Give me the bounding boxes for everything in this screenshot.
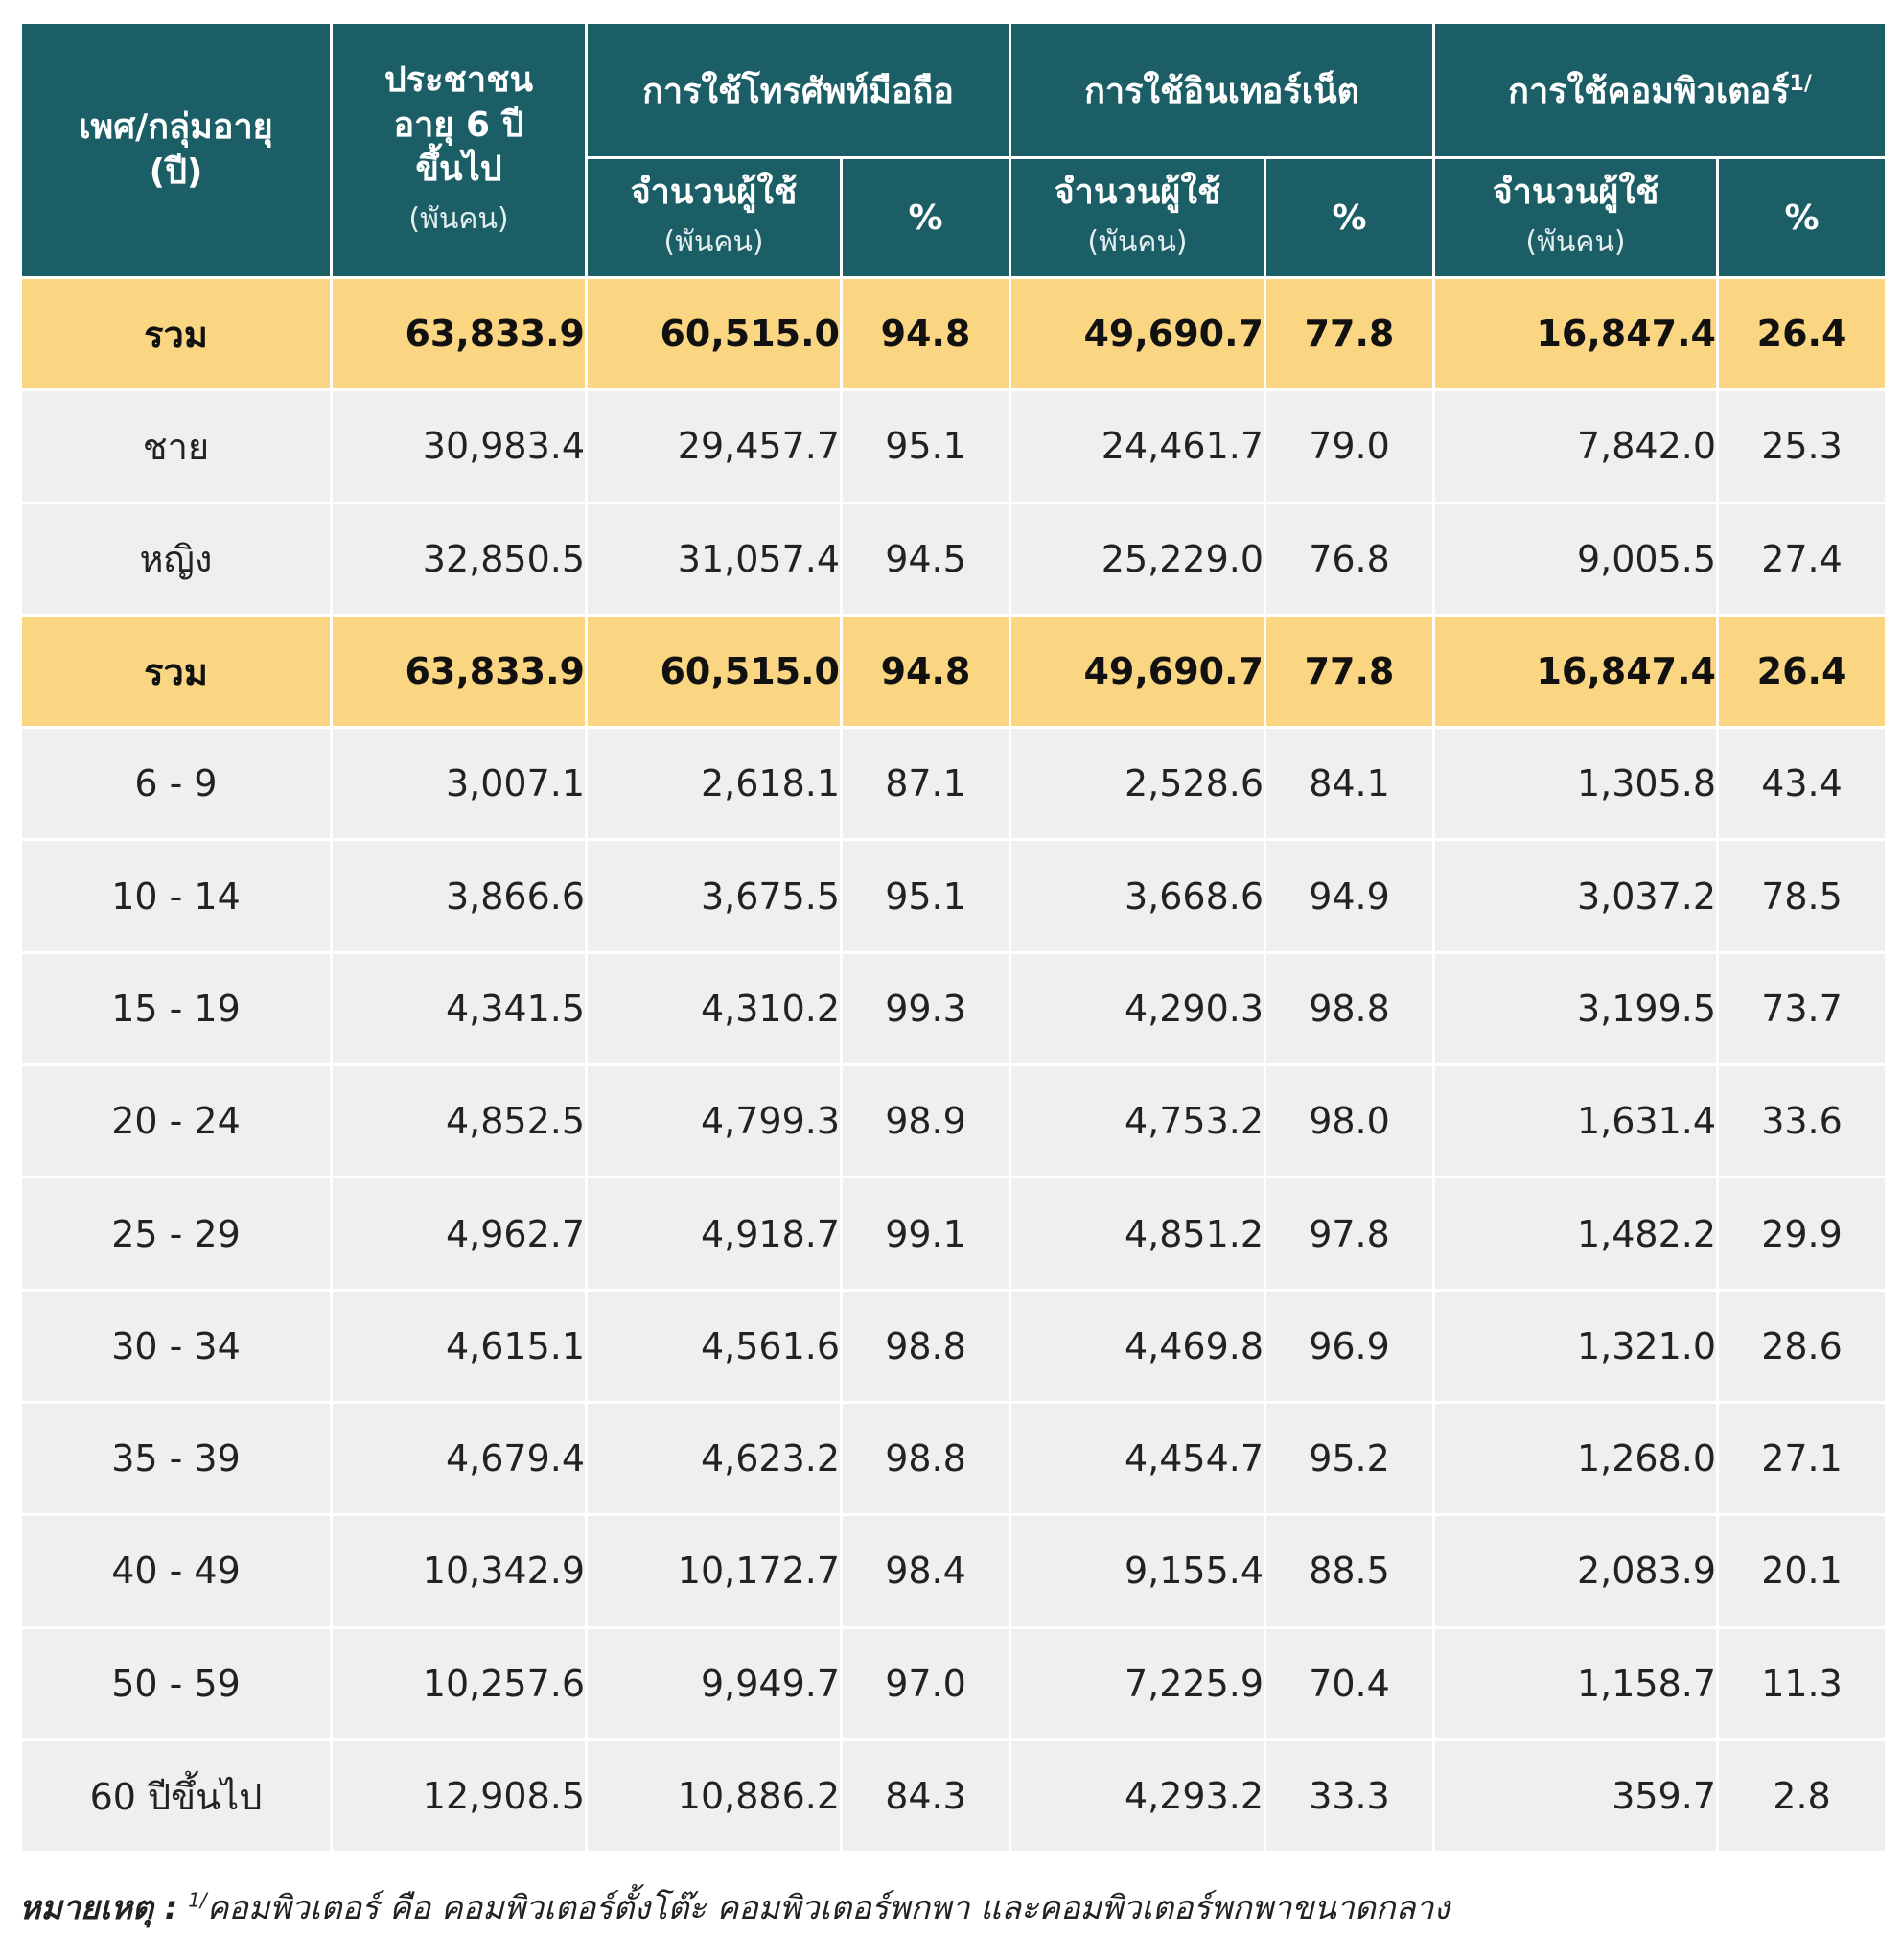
computer-users-cell: 2,083.9 <box>1434 1515 1718 1627</box>
computer-users-cell: 16,847.4 <box>1434 278 1718 390</box>
computer-users-cell: 359.7 <box>1434 1739 1718 1852</box>
mobile-users-cell: 60,515.0 <box>587 615 842 727</box>
population-cell: 63,833.9 <box>332 615 587 727</box>
internet-pct-cell: 98.0 <box>1265 1065 1434 1178</box>
internet-users-cell: 49,690.7 <box>1010 278 1265 390</box>
footnote-label: หมายเหตุ : <box>19 1889 178 1927</box>
computer-users-cell: 3,037.2 <box>1434 840 1718 952</box>
row-label: หญิง <box>21 502 332 615</box>
mobile-users-cell: 10,172.7 <box>587 1515 842 1627</box>
computer-pct-cell: 11.3 <box>1718 1627 1887 1739</box>
internet-users-cell: 2,528.6 <box>1010 728 1265 840</box>
mobile-pct-cell: 98.9 <box>842 1065 1010 1178</box>
internet-pct-cell: 96.9 <box>1265 1290 1434 1402</box>
table-row <box>21 390 1887 502</box>
header-mobile-users <box>587 158 842 278</box>
mobile-pct-cell: 95.1 <box>842 390 1010 502</box>
internet-pct-cell: 97.8 <box>1265 1178 1434 1290</box>
header-mobile: การใช้โทรศัพท์มือถือ <box>587 23 1010 158</box>
population-cell: 4,341.5 <box>332 952 587 1064</box>
internet-users-cell: 4,851.2 <box>1010 1178 1265 1290</box>
mobile-users-cell: 9,949.7 <box>587 1627 842 1739</box>
internet-pct-cell: 88.5 <box>1265 1515 1434 1627</box>
row-label: รวม <box>21 615 332 727</box>
mobile-pct-cell: 98.8 <box>842 1402 1010 1514</box>
total-row <box>21 615 1887 727</box>
internet-users-cell: 9,155.4 <box>1010 1515 1265 1627</box>
header-group-line2: (ปี) <box>149 152 203 192</box>
table-body <box>21 278 1887 1853</box>
mobile-pct-cell: 97.0 <box>842 1627 1010 1739</box>
table-row <box>21 1739 1887 1852</box>
header-users-label: จำนวนผู้ใช้ <box>1492 173 1659 213</box>
computer-users-cell: 1,305.8 <box>1434 728 1718 840</box>
population-cell: 3,007.1 <box>332 728 587 840</box>
internet-pct-cell: 95.2 <box>1265 1402 1434 1514</box>
population-cell: 3,866.6 <box>332 840 587 952</box>
table-row <box>21 1290 1887 1402</box>
table-row <box>21 1627 1887 1739</box>
computer-pct-cell: 28.6 <box>1718 1290 1887 1402</box>
mobile-pct-cell: 94.8 <box>842 278 1010 390</box>
mobile-users-cell: 4,918.7 <box>587 1178 842 1290</box>
computer-pct-cell: 26.4 <box>1718 615 1887 727</box>
internet-users-cell: 4,753.2 <box>1010 1065 1265 1178</box>
mobile-users-cell: 4,623.2 <box>587 1402 842 1514</box>
header-computer-users <box>1434 158 1718 278</box>
internet-users-cell: 49,690.7 <box>1010 615 1265 727</box>
table-row <box>21 1178 1887 1290</box>
row-label: 60 ปีขึ้นไป <box>21 1739 332 1852</box>
internet-users-cell: 4,290.3 <box>1010 952 1265 1064</box>
internet-users-cell: 4,293.2 <box>1010 1739 1265 1852</box>
header-computer-title: การใช้คอมพิวเตอร์ <box>1508 71 1790 111</box>
computer-pct-cell: 20.1 <box>1718 1515 1887 1627</box>
computer-users-cell: 16,847.4 <box>1434 615 1718 727</box>
header-computer <box>1434 23 1887 158</box>
computer-users-cell: 7,842.0 <box>1434 390 1718 502</box>
computer-users-cell: 1,268.0 <box>1434 1402 1718 1514</box>
computer-pct-cell: 43.4 <box>1718 728 1887 840</box>
mobile-users-cell: 31,057.4 <box>587 502 842 615</box>
internet-users-cell: 7,225.9 <box>1010 1627 1265 1739</box>
computer-users-cell: 1,158.7 <box>1434 1627 1718 1739</box>
population-cell: 4,852.5 <box>332 1065 587 1178</box>
computer-users-cell: 1,321.0 <box>1434 1290 1718 1402</box>
total-row <box>21 278 1887 390</box>
footnote <box>19 1881 1885 1933</box>
internet-pct-cell: 94.9 <box>1265 840 1434 952</box>
mobile-pct-cell: 98.4 <box>842 1515 1010 1627</box>
row-label: รวม <box>21 278 332 390</box>
internet-pct-cell: 77.8 <box>1265 278 1434 390</box>
mobile-users-cell: 3,675.5 <box>587 840 842 952</box>
table-row <box>21 952 1887 1064</box>
computer-pct-cell: 27.4 <box>1718 502 1887 615</box>
mobile-pct-cell: 94.5 <box>842 502 1010 615</box>
internet-pct-cell: 98.8 <box>1265 952 1434 1064</box>
mobile-users-cell: 60,515.0 <box>587 278 842 390</box>
header-computer-pct: % <box>1718 158 1887 278</box>
population-cell: 63,833.9 <box>332 278 587 390</box>
population-cell: 30,983.4 <box>332 390 587 502</box>
internet-pct-cell: 33.3 <box>1265 1739 1434 1852</box>
header-group-line1: เพศ/กลุ่มอายุ <box>79 106 273 147</box>
table-row <box>21 502 1887 615</box>
header-internet-pct: % <box>1265 158 1434 278</box>
computer-pct-cell: 73.7 <box>1718 952 1887 1064</box>
mobile-users-cell: 29,457.7 <box>587 390 842 502</box>
computer-users-cell: 1,631.4 <box>1434 1065 1718 1178</box>
mobile-pct-cell: 87.1 <box>842 728 1010 840</box>
header-mobile-pct: % <box>842 158 1010 278</box>
row-label: ชาย <box>21 390 332 502</box>
computer-pct-cell: 25.3 <box>1718 390 1887 502</box>
computer-pct-cell: 2.8 <box>1718 1739 1887 1852</box>
header-users-label: จำนวนผู้ใช้ <box>630 173 798 213</box>
header-internet: การใช้อินเทอร์เน็ต <box>1010 23 1434 158</box>
row-label: 20 - 24 <box>21 1065 332 1178</box>
header-group <box>21 23 332 278</box>
mobile-pct-cell: 95.1 <box>842 840 1010 952</box>
table-row <box>21 840 1887 952</box>
internet-pct-cell: 70.4 <box>1265 1627 1434 1739</box>
table-row <box>21 728 1887 840</box>
computer-pct-cell: 29.9 <box>1718 1178 1887 1290</box>
mobile-pct-cell: 94.8 <box>842 615 1010 727</box>
internet-pct-cell: 79.0 <box>1265 390 1434 502</box>
computer-users-cell: 1,482.2 <box>1434 1178 1718 1290</box>
mobile-users-cell: 4,561.6 <box>587 1290 842 1402</box>
mobile-users-cell: 4,799.3 <box>587 1065 842 1178</box>
header-population-unit: (พันคน) <box>408 202 509 237</box>
header-population-line2: อายุ 6 ปี <box>393 105 524 145</box>
header-users-label: จำนวนผู้ใช้ <box>1054 173 1221 213</box>
population-cell: 4,962.7 <box>332 1178 587 1290</box>
row-label: 10 - 14 <box>21 840 332 952</box>
computer-pct-cell: 78.5 <box>1718 840 1887 952</box>
mobile-pct-cell: 99.1 <box>842 1178 1010 1290</box>
header-population-line1: ประชาชน <box>383 59 534 100</box>
mobile-pct-cell: 99.3 <box>842 952 1010 1064</box>
internet-users-cell: 4,469.8 <box>1010 1290 1265 1402</box>
computer-users-cell: 3,199.5 <box>1434 952 1718 1064</box>
header-population-line3: ขึ้นไป <box>415 150 502 190</box>
footnote-sup: 1/ <box>188 1888 207 1912</box>
header-users-unit: (พันคน) <box>1087 224 1188 259</box>
internet-pct-cell: 77.8 <box>1265 615 1434 727</box>
header-computer-sup: 1/ <box>1789 71 1812 96</box>
table-row <box>21 1065 1887 1178</box>
computer-pct-cell: 26.4 <box>1718 278 1887 390</box>
internet-users-cell: 3,668.6 <box>1010 840 1265 952</box>
header-internet-users <box>1010 158 1265 278</box>
row-label: 15 - 19 <box>21 952 332 1064</box>
stats-table <box>19 21 1888 1854</box>
table-row <box>21 1402 1887 1514</box>
header-users-unit: (พันคน) <box>1525 224 1626 259</box>
table-row <box>21 1515 1887 1627</box>
computer-pct-cell: 27.1 <box>1718 1402 1887 1514</box>
population-cell: 4,679.4 <box>332 1402 587 1514</box>
mobile-users-cell: 10,886.2 <box>587 1739 842 1852</box>
row-label: 25 - 29 <box>21 1178 332 1290</box>
row-label: 50 - 59 <box>21 1627 332 1739</box>
header-users-unit: (พันคน) <box>663 224 764 259</box>
mobile-pct-cell: 98.8 <box>842 1290 1010 1402</box>
mobile-users-cell: 4,310.2 <box>587 952 842 1064</box>
row-label: 30 - 34 <box>21 1290 332 1402</box>
internet-users-cell: 24,461.7 <box>1010 390 1265 502</box>
row-label: 35 - 39 <box>21 1402 332 1514</box>
row-label: 6 - 9 <box>21 728 332 840</box>
footnote-text: คอมพิวเตอร์ คือ คอมพิวเตอร์ตั้งโต๊ะ คอมพิวเตอร์พกพา และคอมพิวเตอร์พกพาขนาดกลาง <box>206 1889 1450 1927</box>
population-cell: 10,342.9 <box>332 1515 587 1627</box>
population-cell: 4,615.1 <box>332 1290 587 1402</box>
internet-users-cell: 25,229.0 <box>1010 502 1265 615</box>
mobile-pct-cell: 84.3 <box>842 1739 1010 1852</box>
mobile-users-cell: 2,618.1 <box>587 728 842 840</box>
computer-users-cell: 9,005.5 <box>1434 502 1718 615</box>
population-cell: 10,257.6 <box>332 1627 587 1739</box>
population-cell: 32,850.5 <box>332 502 587 615</box>
population-cell: 12,908.5 <box>332 1739 587 1852</box>
internet-users-cell: 4,454.7 <box>1010 1402 1265 1514</box>
computer-pct-cell: 33.6 <box>1718 1065 1887 1178</box>
header-population <box>332 23 587 278</box>
row-label: 40 - 49 <box>21 1515 332 1627</box>
internet-pct-cell: 76.8 <box>1265 502 1434 615</box>
internet-pct-cell: 84.1 <box>1265 728 1434 840</box>
